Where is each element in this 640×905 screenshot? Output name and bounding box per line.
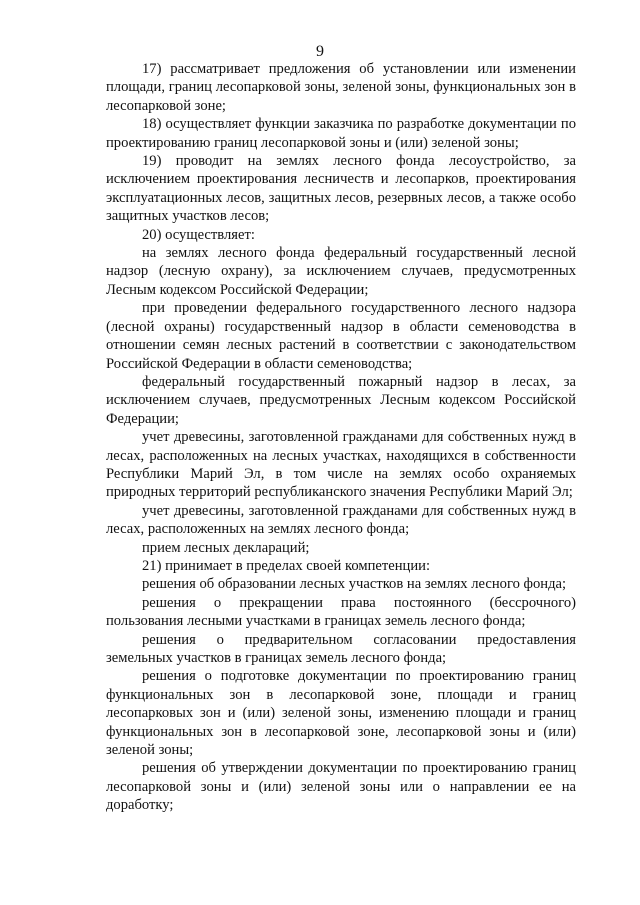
paragraph: федеральный государственный пожарный надзор в лесах, за исключением случаев, предусмотренных Лесным кодексом Российской Федерации; [106,373,576,427]
paragraph: решения об утверждении документации по проектированию границ лесопарковой зоны и (или) зеленой зоны или о направлении ее на доработку; [106,760,576,814]
paragraph: 20) осуществляет: [142,226,255,243]
document-body [106,60,576,815]
paragraph: решения о прекращении права постоянного (бессрочного) пользования лесными участками в границах земель лесного фонда; [106,594,576,630]
paragraph: на землях лесного фонда федеральный государственный лесной надзор (лесную охрану), за исключением случаев, предусмотренных Лесным кодексом Российской Федерации; [106,245,576,298]
page-number: 9 [316,43,324,60]
paragraph: 17) рассматривает предложения об установлении или изменении площади, границ лесопарковой зоны, зеленой зоны, функциональных зон в лесопарковой зоне; [106,61,576,114]
paragraph: 19) проводит на землях лесного фонда лесоустройство, за исключением проектирования лесничеств и лесопарков, проектирования эксплуатационных лесов, защитных лесов, резервных лесов, а также особо защитных участков лесов; [106,153,576,225]
paragraph: решения о предварительном согласовании предоставления земельных участков в границах земель лесного фонда; [106,631,576,666]
paragraph: 21) принимает в пределах своей компетенции: [142,557,431,574]
paragraph: решения о подготовке документации по проектированию границ функциональных зон в лесопарковой зоне, площади и границ лесопарковых зон и (или) зеленой зоны, изменению площади и границ функциональных зон в лесопарковой зоне, лесопарковой зоны и (или) зеленой зоны; [106,668,576,759]
paragraph: прием лесных деклараций; [142,539,310,556]
paragraph: учет древесины, заготовленной гражданами для собственных нужд в лесах, расположенных на лесных участках, находящихся в собственности Республики Марий Эл, в том числе на землях особо охраняемых природных территорий республиканского значения Республики Марий Эл; [106,429,576,501]
paragraph: 18) осуществляет функции заказчика по разработке документации по проектированию границ лесопарковой зоны и (или) зеленой зоны; [106,116,576,151]
paragraph: учет древесины, заготовленной гражданами для собственных нужд в лесах, расположенных на землях лесного фонда; [106,502,576,538]
paragraph: решения об образовании лесных участков на землях лесного фонда; [142,576,567,593]
paragraph: при проведении федерального государственного лесного надзора (лесной охраны) государственный надзор в области семеноводства в отношении семян лесных растений в соответствии с законодательством Российской Федерации в области семеноводства; [106,300,576,372]
